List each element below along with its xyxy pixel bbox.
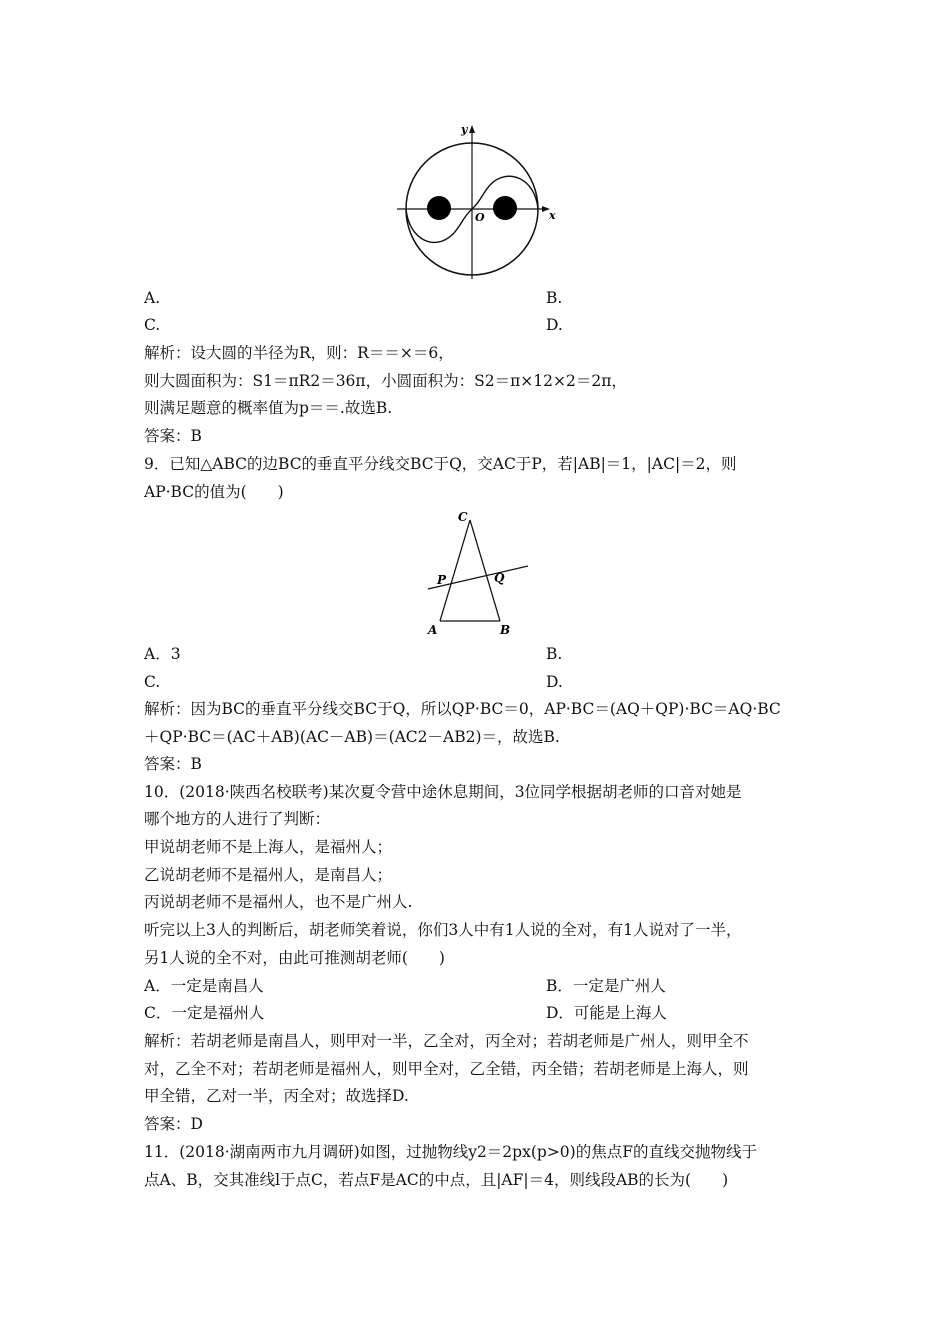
- q10-stem-line: 10．(2018·陕西名校联考)某次夏令营中途休息期间，3位同学根据胡老师的口音对她是: [144, 783, 742, 801]
- q10-analysis-line: 对，乙全不对；若胡老师是福州人，则甲全对，乙全错，丙全错；若胡老师是上海人，则: [144, 1060, 749, 1078]
- q8-analysis-line: 则大圆面积为：S1＝πR2＝36π，小圆面积为：S2＝π×12×2＝2π，: [144, 372, 627, 390]
- q9-analysis-line: ＋QP·BC＝(AC＋AB)(AC－AB)＝(AC2－AB2)＝，故选B.: [144, 728, 560, 746]
- point-q-label: Q: [494, 571, 505, 585]
- q8-option-d: D.: [546, 316, 563, 334]
- q10-option-a: A．一定是南昌人: [144, 977, 264, 995]
- q10-stem-line: 哪个地方的人进行了判断：: [144, 810, 331, 828]
- x-axis-label: x: [549, 209, 556, 222]
- q8-option-c: C.: [144, 316, 161, 334]
- q11-stem-line: 11．(2018·湖南两市九月调研)如图，过抛物线y2＝2px(p>0)的焦点F的直线交抛物线于: [144, 1143, 757, 1161]
- yin-yang-figure: [395, 122, 565, 282]
- q10-stem-line: 丙说胡老师不是福州人，也不是广州人.: [144, 893, 413, 911]
- q8-answer: 答案：B: [144, 427, 202, 445]
- q9-stem-line: AP·BC的值为( ): [144, 483, 284, 501]
- origin-label: O: [475, 211, 485, 224]
- q11-stem-line: 点A、B，交其准线l于点C，若点F是AC的中点，且|AF|＝4，则线段AB的长为( ): [144, 1171, 729, 1189]
- q9-answer: 答案：B: [144, 755, 202, 773]
- q9-option-b: B.: [546, 645, 563, 663]
- vertex-c-label: C: [458, 510, 468, 524]
- q8-option-a: A.: [144, 289, 161, 307]
- q9-option-d: D.: [546, 673, 563, 691]
- point-p-label: P: [437, 573, 447, 587]
- q10-option-c: C．一定是福州人: [144, 1004, 265, 1022]
- q10-analysis-line: 甲全错，乙对一半，丙全对；故选择D.: [144, 1087, 409, 1105]
- q10-stem-line: 乙说胡老师不是福州人，是南昌人；: [144, 866, 393, 884]
- q9-stem-line: 9．已知△ABC的边BC的垂直平分线交BC于Q，交AC于P，若|AB|＝1，|AC|＝2，则: [144, 455, 737, 473]
- q8-analysis-line: 解析：设大圆的半径为R，则：R＝＝×＝6，: [144, 344, 454, 362]
- q10-option-d: D．可能是上海人: [546, 1004, 667, 1022]
- q9-analysis-line: 解析：因为BC的垂直平分线交BC于Q，所以QP·BC＝0，AP·BC＝(AQ＋QP)·BC＝AQ·BC: [144, 700, 781, 718]
- q10-stem-line: 听完以上3人的判断后，胡老师笑着说，你们3人中有1人说的全对，有1人说对了一半，: [144, 921, 742, 939]
- q8-option-b: B.: [546, 289, 563, 307]
- vertex-a-label: A: [428, 623, 438, 637]
- vertex-b-label: B: [500, 623, 511, 637]
- triangle-figure: [420, 508, 540, 638]
- q10-option-b: B．一定是广州人: [546, 977, 666, 995]
- q10-answer: 答案：D: [144, 1115, 203, 1133]
- q8-analysis-line: 则满足题意的概率值为p＝＝.故选B.: [144, 399, 393, 417]
- q10-analysis-line: 解析：若胡老师是南昌人，则甲对一半，乙全对，丙全对；若胡老师是广州人，则甲全不: [144, 1032, 749, 1050]
- q9-option-a: A．3: [144, 645, 181, 663]
- q10-stem-line: 甲说胡老师不是上海人，是福州人；: [144, 838, 393, 856]
- q9-option-c: C.: [144, 673, 161, 691]
- y-axis-label: y: [461, 123, 468, 136]
- q10-stem-line: 另1人说的全不对，由此可推测胡老师( ): [144, 949, 445, 967]
